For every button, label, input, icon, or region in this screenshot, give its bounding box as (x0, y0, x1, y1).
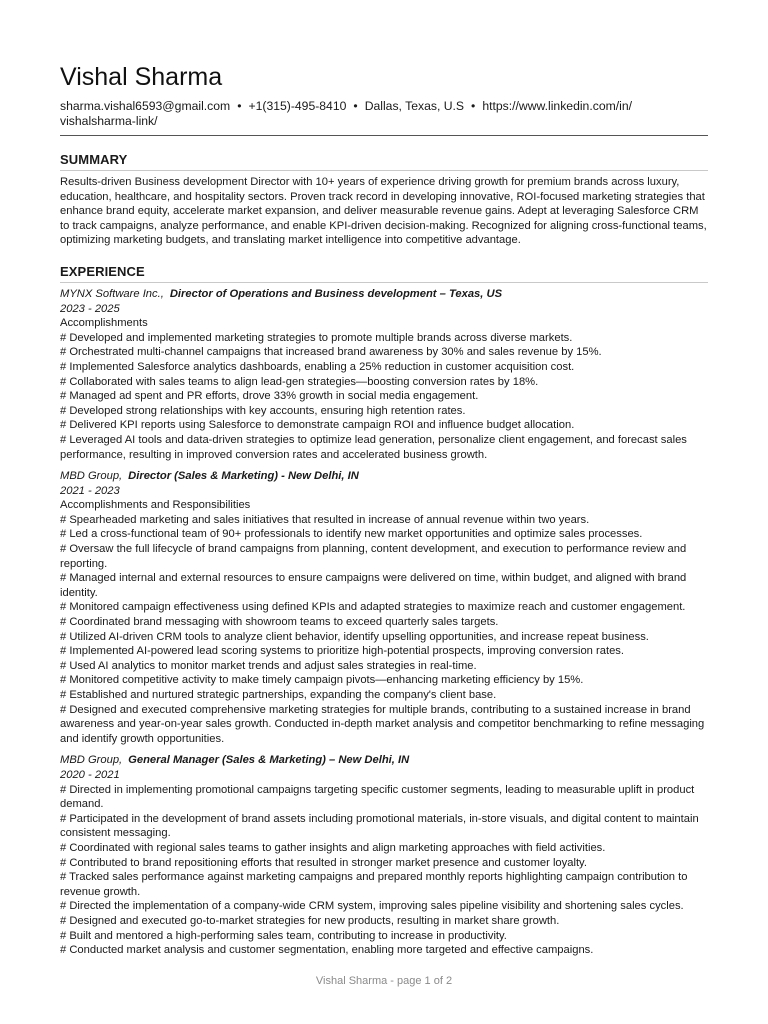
job-bullet: # Developed strong relationships with key accounts, ensuring high retention rates. (60, 404, 466, 417)
job-dates: 2020 - 2021 (60, 768, 120, 781)
job-header (60, 287, 708, 302)
job-bullet: # Led a cross-functional team of 90+ professionals to identify new market opportunities and optimize sales processes. (60, 528, 643, 541)
job-bullet: # Monitored campaign effectiveness using defined KPIs and adapted strategies to maximize reach and customer engagement. (60, 601, 686, 614)
job-company: MBD Group, (60, 754, 123, 767)
job-bullet: # Directed the implementation of a company-wide CRM system, improving sales pipeline visibility and shortening sales cycles. (60, 900, 684, 913)
job-bullet: # Orchestrated multi-channel campaigns that increased brand awareness by 30% and sales revenue by 15%. (60, 346, 602, 359)
job-bullet: # Coordinated brand messaging with showroom teams to exceed quarterly sales targets. (60, 616, 499, 629)
contact-separator: • (471, 99, 476, 113)
job-role: Director of Operations and Business development – Texas, US (169, 287, 503, 300)
job-bullet: # Leveraged AI tools and data-driven strategies to optimize lead generation, personalize client engagement, and forecast sales performance, resulting in improved conversion rates and accelerated business growth. (60, 433, 687, 461)
job-bullet-list (60, 513, 708, 747)
location: Dallas, Texas, U.S (364, 99, 465, 113)
candidate-name: Vishal Sharma (60, 63, 223, 91)
job-bullet: # Utilized AI-driven CRM tools to analyze client behavior, identify upselling opportunities, and increase repeat business. (60, 630, 649, 643)
job-bullet-list (60, 331, 708, 462)
job-bullet: # Spearheaded marketing and sales initiatives that resulted in increase of annual revenue within two years. (60, 513, 590, 526)
job-bullet: # Established and nurtured strategic partnerships, expanding the company's client base. (60, 689, 497, 701)
job-dates: 2023 - 2025 (60, 302, 120, 315)
phone-number: +1(315)-495-8410 (248, 99, 347, 113)
job-bullet: # Participated in the development of brand assets including promotional materials, in-store visuals, and digital content to maintain consistent messaging. (60, 812, 699, 840)
job-entry (60, 287, 708, 462)
job-role: Director (Sales & Marketing) - New Delhi, IN (128, 470, 359, 483)
job-bullet: # Implemented AI-powered lead scoring systems to prioritize high-potential prospects, improving conversion rates. (60, 645, 624, 658)
job-bullet: # Oversaw the full lifecycle of brand campaigns from planning, content development, and execution to performance review and reporting. (60, 543, 687, 570)
email-link[interactable]: sharma.vishal6593@gmail.com (60, 99, 231, 113)
job-bullet: # Built and mentored a high-performing sales team, contributing to increase in productivity. (60, 929, 507, 942)
job-bullet: # Used AI analytics to monitor market trends and adjust sales strategies in real-time. (60, 659, 477, 672)
job-bullet: # Collaborated with sales teams to align lead-gen strategies—boosting conversion rates by 18%. (60, 375, 539, 388)
job-bullet: # Coordinated with regional sales teams to gather insights and align marketing approaches with field activities. (60, 841, 606, 854)
job-subheading: Accomplishments (60, 317, 148, 330)
summary-text: Results-driven Business development Director with 10+ years of experience driving growth for premium brands across luxury, education, healthcare, and hospitality sectors. Proven track record in developing innovative, ROI-focused marketing strategies that enhance brand equity, accelerate market expansion, and deliver measurable revenue gains. Adept at leveraging Salesforce CRM to track campaigns, analyze performance, and enable KPI-driven decision-making. Recognized for aligning cross-functional teams, optimizing marketing budgets, and translating market intelligence into competitive advantage. (60, 176, 707, 247)
job-bullet: # Tracked sales performance against marketing campaigns and prepared monthly reports highlighting campaign contribution to revenue growth. (60, 871, 688, 898)
job-header (60, 469, 708, 484)
contact-separator: • (353, 99, 358, 113)
job-entry (60, 753, 708, 957)
job-role: General Manager (Sales & Marketing) – New Delhi, IN (128, 754, 410, 767)
job-bullet: # Directed in implementing promotional campaigns targeting specific customer segments, leading to measurable uplift in product demand. (60, 783, 695, 811)
summary-divider (60, 170, 708, 171)
job-bullet: # Contributed to brand repositioning efforts that resulted in stronger market presence and customer loyalty. (60, 856, 587, 869)
job-bullet: # Developed and implemented marketing strategies to promote multiple brands across diverse markets. (60, 331, 573, 344)
job-bullet: # Designed and executed go-to-market strategies for new products, resulting in market share growth. (60, 914, 560, 927)
job-bullet: # Conducted market analysis and customer segmentation, enabling more targeted and effective campaigns. (60, 944, 594, 957)
experience-heading: EXPERIENCE (60, 263, 145, 279)
experience-divider (60, 282, 708, 283)
job-header (60, 753, 708, 768)
summary-heading: SUMMARY (60, 152, 128, 167)
linkedin-link[interactable]: https://www.linkedin.com/in/ vishalsharma-link/ (60, 99, 633, 128)
page-footer: Vishal Sharma - page 1 of 2 (315, 975, 453, 987)
job-company: MBD Group, (60, 470, 123, 483)
contact-separator: • (237, 99, 242, 113)
job-company: MYNX Software Inc., (60, 287, 164, 300)
job-bullet: # Monitored competitive activity to make timely campaign pivots—enhancing marketing efficiency by 15%. (60, 674, 584, 687)
experience-list (60, 287, 708, 958)
job-subheading: Accomplishments and Responsibilities (60, 499, 251, 512)
job-bullet: # Managed ad spent and PR efforts, drove 33% growth in social media engagement. (60, 390, 479, 403)
job-bullet: # Delivered KPI reports using Salesforce to demonstrate campaign ROI and influence budget allocation. (60, 419, 575, 432)
contact-line (60, 99, 708, 129)
header-divider (60, 135, 708, 136)
job-bullet: # Managed internal and external resources to ensure campaigns were delivered on time, within budget, and aligned with brand identity. (60, 572, 687, 599)
job-dates: 2021 - 2023 (60, 484, 120, 497)
job-entry (60, 469, 708, 746)
job-bullet: # Designed and executed comprehensive marketing strategies for multiple brands, contributing to a sustained increase in brand awareness and year-on-year sales growth. Conducted in-depth market analysis and competitor benchmarking to refine messaging and identify growth opportunities. (60, 703, 705, 745)
job-bullet-list (60, 783, 708, 958)
job-bullet: # Implemented Salesforce analytics dashboards, enabling a 25% reduction in customer acquisition cost. (60, 360, 575, 373)
